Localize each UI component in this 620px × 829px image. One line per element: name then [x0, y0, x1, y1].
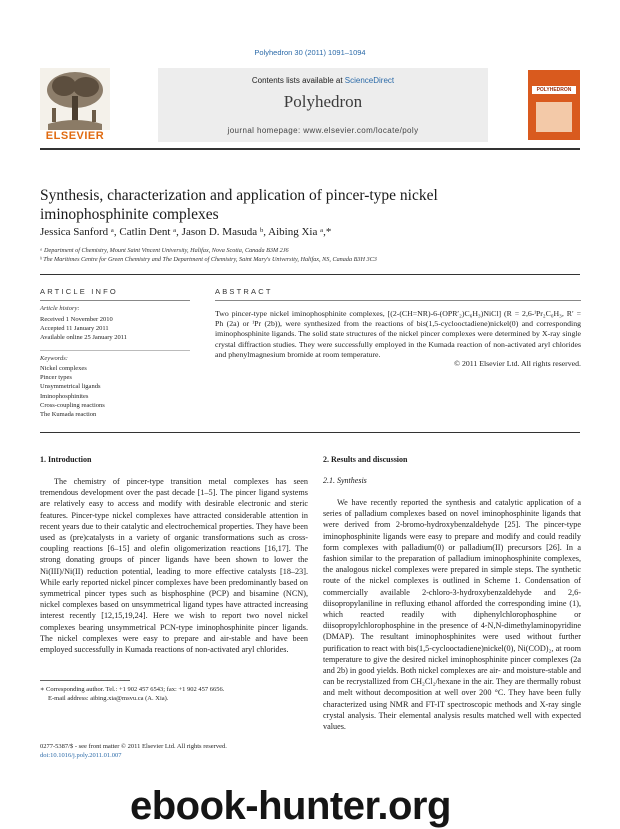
history-received: Received 1 November 2010 [40, 316, 113, 323]
introduction-paragraph: The chemistry of pincer-type transition metal complexes has seen tremendous development over the past decade [1–5]. The pincer ligand systems are relatively easy to access and modify with desirable electronic and steric features. Pincer-type nickel complexes have attracted considerable attention in recent years due to their catalytic and electrochemical properties. They have been used as (pre)catalysts in a variety of organic transformations such as cross-coupling reactions [6–15] and olefin oligomerization reactions [16,17]. The strong donating groups of pincer ligands have been shown to lower the Ni(III)/Ni(II) reduction potential, leading to more effective catalysts [18–23]. While early reported nickel pincer complexes have been predominantly based on symmetrical pincer types such as bisphosphine (PCP) and bisamine (NCN), nickel complexes based on unsymmetrical ligand types have attracted increasing interest recently [12,15,19,24]. Here we wish to report two novel nickel complexes bearing unsymmetrical PCN-type iminophosphinite pincer ligands. The nickel complexes were easy to prepare and air-stable and have been employed successfully in Kumada reactions of non-activated aryl chlorides. [40, 477, 308, 655]
synthesis-subheading: 2.1. Synthesis [323, 476, 367, 485]
results-heading: 2. Results and discussion [323, 455, 408, 464]
introduction-heading: 1. Introduction [40, 455, 92, 464]
affiliation-a: ᵃ Department of Chemistry, Mount Saint Vincent University, Halifax, Nova Scotia, Canada B3M 2J6 [40, 247, 289, 254]
keywords-heading: Keywords: [40, 355, 68, 362]
article-info-label: ARTICLE INFO [40, 287, 118, 296]
journal-name: Polyhedron [283, 92, 363, 111]
doi-link[interactable]: doi:10.1016/j.poly.2011.01.007 [40, 752, 122, 759]
abstract-rule [215, 300, 581, 301]
journal-banner [158, 68, 488, 142]
history-accepted: Accepted 11 January 2011 [40, 325, 109, 333]
keyword-item: Iminophosphinites [40, 392, 89, 400]
keyword-item: Nickel complexes [40, 365, 87, 372]
watermark-text: ebook-hunter.org [130, 784, 451, 828]
article-info-rule [40, 300, 190, 301]
contents-prefix: Contents lists available at [251, 76, 345, 85]
elsevier-logo [40, 68, 110, 142]
history-list [40, 315, 127, 343]
keyword-item: Cross-coupling reactions [40, 401, 105, 409]
elsevier-wordmark: ELSEVIER [45, 130, 105, 142]
article-title [40, 186, 520, 224]
author-list: Jessica Sanford ᵃ, Catlin Dent ᵃ, Jason D. Masuda ᵇ, Aibing Xia ᵃ,* [40, 226, 332, 238]
keywords-rule [40, 350, 190, 351]
journal-homepage-link[interactable]: journal homepage: www.elsevier.com/locate/poly [227, 126, 419, 135]
introduction-column [40, 476, 308, 655]
email-note[interactable]: E-mail address: aibing.xia@msvu.ca (A. Xia). [48, 695, 169, 702]
affiliation-b: ᵇ The Maritimes Centre for Green Chemistry and The Department of Chemistry, Saint Mary's University, Halifax, NS, Canada B3H 3C3 [40, 256, 377, 263]
affiliation-divider [40, 274, 580, 275]
issn-line: 0277-5387/$ - see front matter © 2011 Elsevier Ltd. All rights reserved. [40, 743, 227, 750]
abstract-text: Two pincer-type nickel iminophosphinite complexes, [(2-(CH=NR)-6-(OPR′₂)C₆H₃)NiCl] (R = 2,6-ⁱPr₂C₆H₃, R′ = Ph (2a) or ⁱPr (2b)), were synthesized from the reactions of bis(1,5-cyclooctadiene)nickel(0) and corresponding iminophosphinite ligands. The solid state structures of the nickel pincer complexes were determined by X-ray single crystal diffraction studies. They were successfully employed in the Kumada reaction of non-activated aryl chlorides and phenylmagnesium bromide at room temperature. [215, 309, 581, 359]
body-divider [40, 432, 580, 433]
cover-title: POLYHEDRON [536, 87, 572, 93]
abstract-label: ABSTRACT [215, 287, 273, 296]
elsevier-tree-icon [40, 68, 110, 130]
masthead-divider [40, 148, 580, 150]
synthesis-paragraph: We have recently reported the synthesis and catalytic application of a series of palladium complexes based on novel iminophosphinite ligands that were derived from 2-bromo-hydroxybenzaldehyde [25]. The pincer-type iminophosphinite ligands were easy to prepare and modify and could readily form complexes with palladium(0) or palladium(II) precursors [26]. In a fashion similar to the preparation of palladium iminophosphinite complexes, the analogous nickel complexes were prepared in simple steps. The synthetic route of the nickel complexes is outlined in Scheme 1. Condensation of commercially available 2-chloro-3-hydroxybenzaldehyde and 2,6-diisopropylaniline in refluxing ethanol afforded the corresponding imine (1), which reacted readily with diphenylchlorophosphine or diisopropylchlorophosphine in the presence of 4-N,N-dimethylaminopyridine (DMAP). The resultant iminophosphinites were used without further purification to react with bis(1,5-cyclooctadiene)nickel(0), Ni(COD)₂, at room temperature to give the desired nickel iminophosphinite pincer complexes (2a and 2b) in good yields. Both nickel complexes are air- and moisture-stable and can be recrystallized from CH₂Cl₂/hexane in the air. They are thermally robust and melt without decomposition at well over 200 °C. They have been fully characterized using NMR and FT-IT spectroscopic methods and X-ray single crystal analysis. Their elemental analysis results matched well with expected values. [323, 498, 581, 732]
history-online: Available online 25 January 2011 [40, 334, 128, 342]
contents-availability [158, 76, 488, 85]
abstract-copyright: © 2011 Elsevier Ltd. All rights reserved. [454, 359, 581, 368]
keyword-item: Unsymmetrical ligands [40, 383, 101, 391]
results-column [323, 497, 581, 732]
title-line-1: Synthesis, characterization and application of pincer-type nickel [40, 187, 438, 204]
footnote-block [40, 685, 280, 703]
journal-cover-thumbnail [528, 70, 580, 140]
corresponding-author-note: ∗ Corresponding author. Tel.: +1 902 457 6543; fax: +1 902 457 6656. [40, 686, 225, 693]
title-line-2: iminophosphinite complexes [40, 206, 219, 223]
cover-image [536, 102, 572, 132]
journal-masthead [40, 68, 580, 142]
keyword-item: Pincer types [40, 374, 72, 382]
footnote-rule [40, 680, 130, 681]
sciencedirect-link[interactable]: ScienceDirect [344, 76, 395, 85]
history-heading: Article history: [40, 305, 80, 312]
journal-citation[interactable]: Polyhedron 30 (2011) 1091–1094 [254, 48, 366, 57]
keyword-item: The Kumada reaction [40, 411, 97, 419]
keyword-list [40, 364, 105, 419]
